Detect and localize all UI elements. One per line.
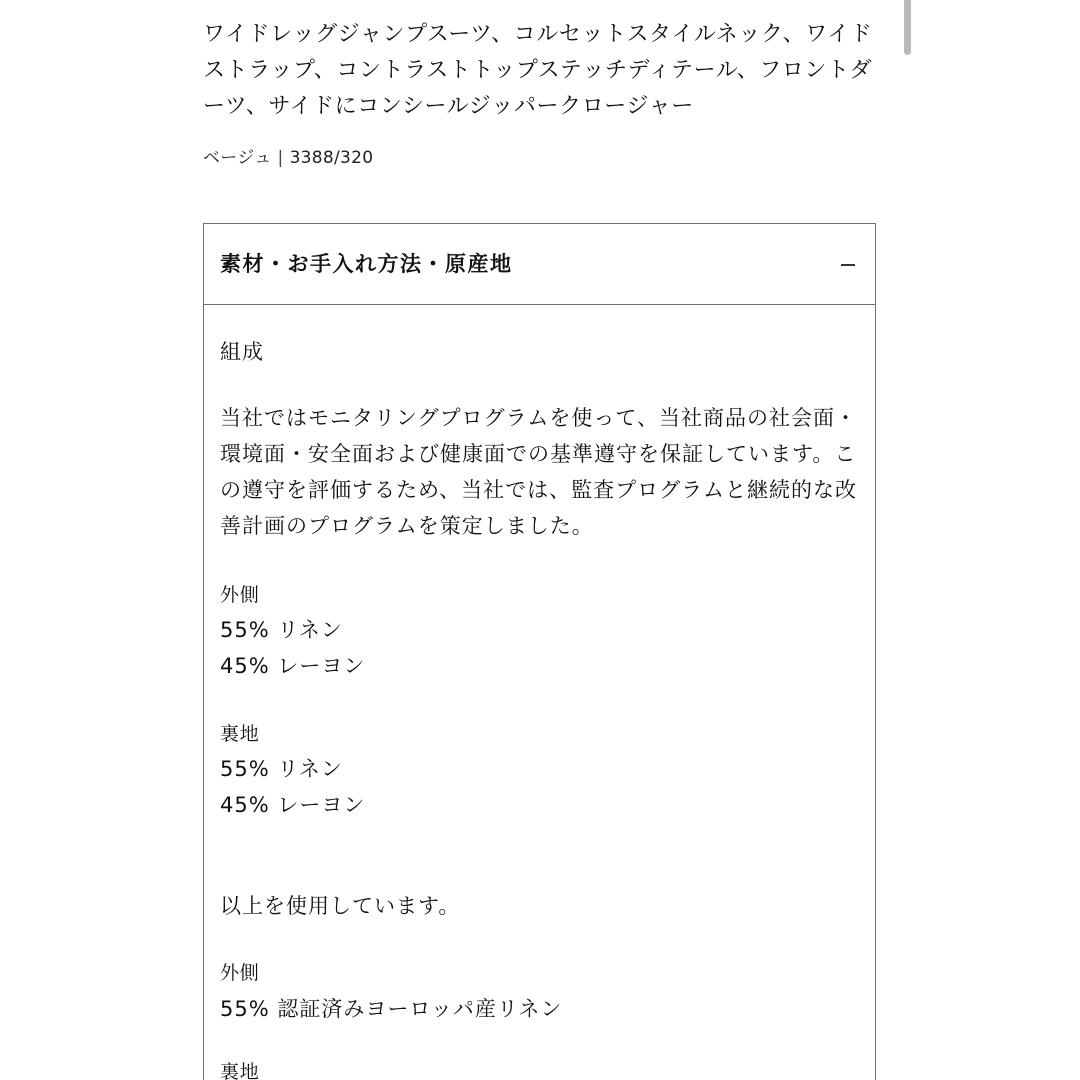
materials-care-origin-accordion [203,223,876,1080]
outer-item: 45% レーヨン [220,654,366,678]
minus-icon[interactable] [841,264,855,266]
outer-item: 55% リネン [220,618,343,642]
meta-separator: | [277,148,284,168]
lining-item: 55% リネン [220,757,343,781]
lining-item: 45% レーヨン [220,793,366,817]
product-meta [203,144,373,172]
product-description: ワイドレッグジャンプスーツ、コルセットスタイルネック、ワイドストラップ、コントラストトップステッチディテール、フロントダーツ、サイドにコンシールジッパークロージャー [203,22,873,119]
outer-item-secondary: 55% 認証済みヨーロッパ産リネン [220,997,563,1021]
used-text: 以上を使用しています。 [220,894,461,918]
product-color: ベージュ [203,148,272,168]
accordion-title: 素材・お手入れ方法・原産地 [220,252,513,276]
outer-label: 外側 [220,584,260,606]
accordion-header[interactable] [204,224,875,305]
product-code: 3388/320 [289,148,374,168]
composition-heading: 組成 [220,340,264,364]
scrollbar-thumb[interactable] [904,0,911,55]
outer-label-secondary: 外側 [220,962,260,984]
lining-label-secondary: 裏地 [220,1061,260,1080]
monitoring-paragraph: 当社ではモニタリングプログラムを使って、当社商品の社会面・環境面・安全面および健康面での基準遵守を保証しています。この遵守を評価するため、当社では、監査プログラムと継続的な改善計画のプログラムを策定しました。 [220,406,857,538]
lining-label: 裏地 [220,723,260,745]
